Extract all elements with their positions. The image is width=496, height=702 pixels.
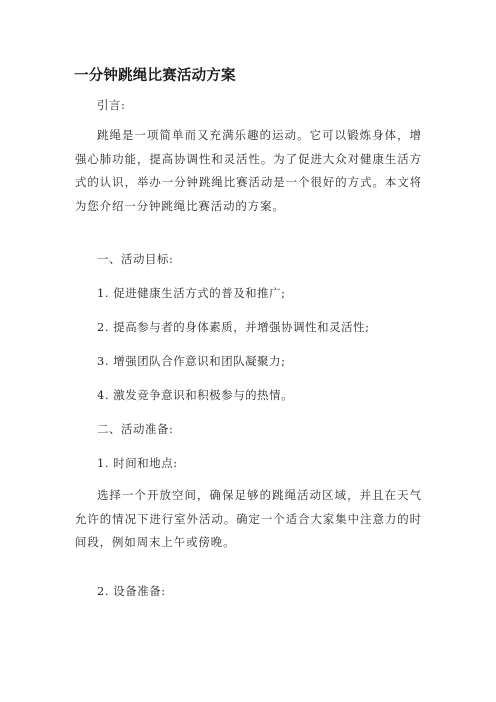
goal-item-1: 1. 促进健康生活方式的普及和推广; bbox=[97, 286, 286, 300]
intro-paragraph: 跳绳是一项简单而又充满乐趣的运动。它可以锻炼身体，增强心肺功能，提高协调性和灵活性。为了促进大众对健康生活方式的认识，举办一分钟跳绳比赛活动是一个很好的方式。本文将为您介绍一分钟跳绳比赛活动的方案。 bbox=[75, 128, 422, 213]
goal-item-2: 2. 提高参与者的身体素质，并增强协调性和灵活性; bbox=[97, 320, 370, 334]
goal-item-4: 4. 激发竞争意识和积极参与的热情。 bbox=[97, 388, 294, 402]
section-heading-goals: 一、活动目标: bbox=[97, 252, 174, 266]
section-heading-preparation: 二、活动准备: bbox=[97, 422, 174, 436]
subsection-heading-time-place: 1. 时间和地点: bbox=[97, 456, 178, 470]
time-place-paragraph: 选择一个开放空间，确保足够的跳绳活动区域，并且在天气允许的情况下进行室外活动。确定一个适合大家集中注意力的时间段，例如周末上午或傍晚。 bbox=[75, 488, 422, 549]
document-title: 一分钟跳绳比赛活动方案 bbox=[74, 68, 236, 84]
goal-item-3: 3. 增强团队合作意识和团队凝聚力; bbox=[97, 354, 286, 368]
intro-label: 引言: bbox=[97, 98, 126, 112]
subsection-heading-equipment: 2. 设备准备: bbox=[97, 584, 166, 598]
